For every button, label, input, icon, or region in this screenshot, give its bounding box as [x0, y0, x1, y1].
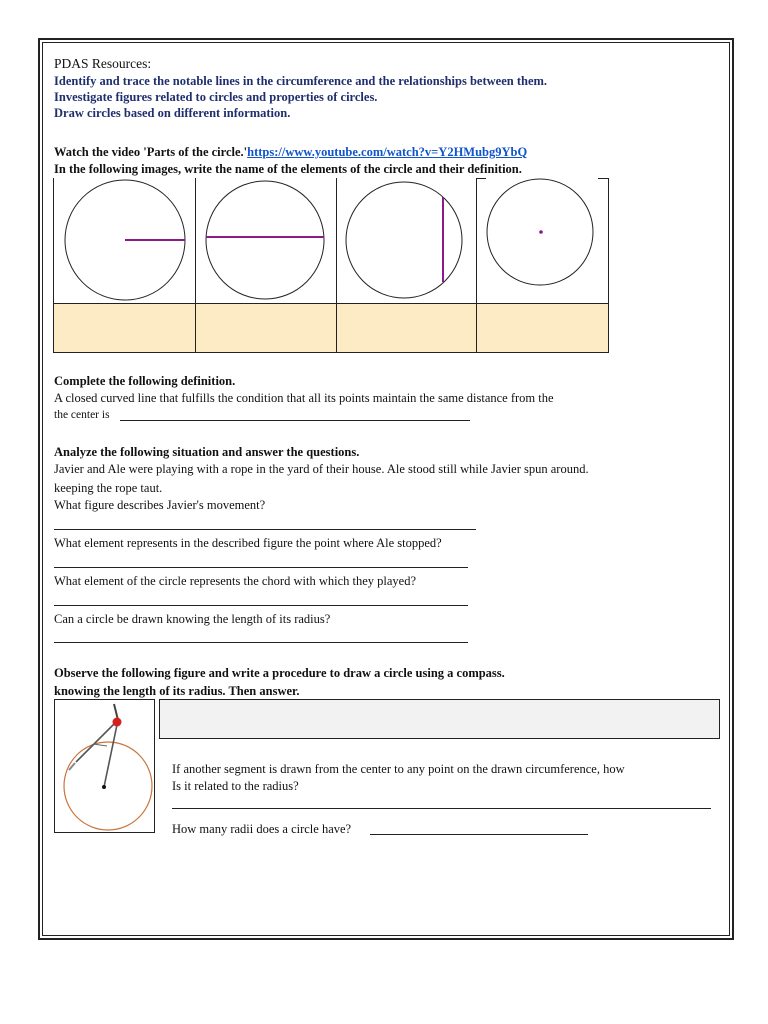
answer-line-4[interactable] — [54, 642, 468, 643]
video-prefix: Watch the video 'Parts of the circle.' — [54, 145, 248, 159]
answer-line-1[interactable] — [54, 529, 476, 530]
procedure-answer-box[interactable] — [159, 699, 720, 739]
answer-line-2[interactable] — [54, 567, 468, 568]
question-3: What element of the circle represents the chord with which they played? — [54, 574, 417, 588]
circle-center-figure — [487, 179, 593, 285]
answer-cell-3[interactable] — [336, 303, 477, 353]
circle-elements-grid — [53, 178, 609, 353]
definition-line-1: A closed curved line that fulfills the condition that all its points maintain the same distance from the — [54, 391, 554, 405]
compass-leg-needle — [104, 720, 118, 787]
question-1: What figure describes Javier's movement? — [54, 498, 266, 512]
video-link[interactable]: https://www.youtube.com/watch?v=Y2HMubg9YbQ — [247, 145, 528, 159]
compass-question-1-line-1: If another segment is drawn from the center to any point on the drawn circumference, how — [172, 762, 625, 776]
circle-diameter-figure — [206, 181, 324, 299]
compass-answer-line-1[interactable] — [172, 808, 711, 809]
resources-title: PDAS Resources: — [54, 56, 152, 71]
answer-cell-2[interactable] — [195, 303, 337, 353]
objective-2: Investigate figures related to circles and properties of circles. — [54, 90, 378, 104]
definition-answer-line[interactable] — [120, 420, 470, 421]
circles-drawing — [53, 178, 609, 303]
instruction-elements: In the following images, write the name of the elements of the circle and their definition. — [54, 162, 522, 176]
answer-line-3[interactable] — [54, 605, 468, 606]
compass-hinge — [113, 718, 122, 727]
answer-cell-1[interactable] — [53, 303, 196, 353]
center-point — [539, 230, 543, 234]
compass-answer-line-2[interactable] — [370, 834, 588, 835]
video-line — [54, 145, 527, 160]
circle-chord-figure — [346, 182, 462, 298]
compass-heading-1: Observe the following figure and write a procedure to draw a circle using a compass. — [54, 666, 505, 680]
compass-question-2: How many radii does a circle have? — [172, 822, 352, 836]
compass-drawing — [55, 700, 154, 832]
objective-1: Identify and trace the notable lines in the circumference and the relationships between them. — [54, 74, 548, 88]
compass-arm — [93, 744, 107, 746]
circle-2 — [206, 181, 324, 299]
circle-3 — [346, 182, 462, 298]
drawn-circle — [64, 742, 152, 830]
compass-leg-pencil — [76, 720, 118, 762]
situation-text-2: keeping the rope taut. — [54, 481, 163, 495]
compass-figure — [54, 699, 155, 833]
situation-text-1: Javier and Ale were playing with a rope in the yard of their house. Ale stood still while Javier spun around. — [54, 462, 589, 476]
circle-center-point — [102, 785, 106, 789]
answer-cell-4[interactable] — [476, 303, 609, 353]
circle-radius-figure — [65, 180, 185, 300]
situation-heading: Analyze the following situation and answer the questions. — [54, 445, 360, 459]
definition-line-2: the center is — [54, 409, 110, 421]
compass-heading-2: knowing the length of its radius. Then answer. — [54, 684, 300, 698]
objective-3: Draw circles based on different information. — [54, 106, 291, 120]
question-2: What element represents in the described figure the point where Ale stopped? — [54, 536, 442, 550]
question-4: Can a circle be drawn knowing the length of its radius? — [54, 612, 331, 626]
compass-question-1-line-2: Is it related to the radius? — [172, 779, 299, 793]
definition-heading: Complete the following definition. — [54, 374, 236, 388]
